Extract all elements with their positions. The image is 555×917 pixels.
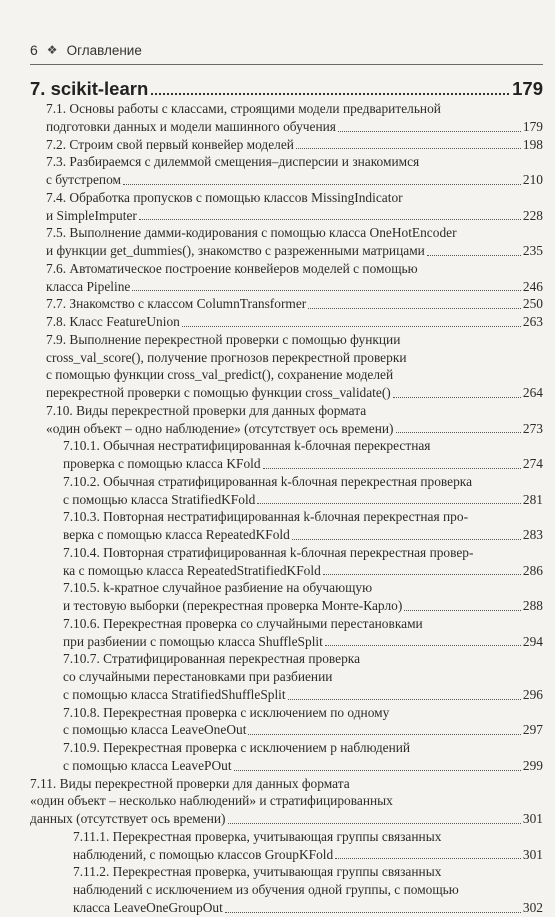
header-rule xyxy=(30,64,543,65)
toc-entry-last-line xyxy=(46,278,543,296)
toc-entry-page: 273 xyxy=(522,420,543,436)
dot-leader xyxy=(123,184,521,185)
toc-entry-text: 7.2. Строим свой первый конвейер моделей xyxy=(46,136,294,152)
toc-entry-last-line xyxy=(73,899,543,917)
toc-entry-text: при разбиении с помощью класса ShuffleSplit xyxy=(63,633,323,649)
toc-entry-last-line xyxy=(46,313,543,331)
toc-entry-last-line xyxy=(63,597,543,615)
dot-leader xyxy=(228,823,521,824)
toc-entry-text: с бутстрепом xyxy=(46,172,121,187)
toc-entry-text: с помощью класса LeavePOut xyxy=(63,757,232,773)
toc-entry-text: 7.3. Разбираемся с дилеммой смещения–дисперсии и знакомимся xyxy=(46,154,420,170)
toc-entry-last-line xyxy=(63,633,543,651)
toc-entry xyxy=(30,153,543,189)
toc-entry xyxy=(30,739,543,775)
toc-entry-page: 286 xyxy=(522,562,543,578)
toc-entry-last-line xyxy=(63,491,543,509)
dot-leader xyxy=(427,255,521,256)
toc-entry-page: 179 xyxy=(522,118,543,134)
toc-entry-text: 7.10.6. Перекрестная проверка со случайными перестановками xyxy=(63,615,423,631)
toc-entry-last-line xyxy=(63,721,543,739)
dot-leader xyxy=(296,148,521,149)
toc-entry xyxy=(30,295,543,313)
toc-entry xyxy=(30,402,543,438)
toc-entry-page: 301 xyxy=(522,811,543,826)
toc-entry-text: 7.5. Выполнение дамми-кодирования с помощью класса OneHotEncoder xyxy=(46,225,457,241)
chapter-title: 7. scikit-learn xyxy=(30,78,149,99)
toc-entry-text: класса LeaveOneGroupOut xyxy=(73,899,223,915)
dot-leader xyxy=(325,645,521,646)
toc-entry-text: наблюдений, с помощью классов GroupKFold xyxy=(73,846,334,862)
toc-entry-text: 7.9. Выполнение перекрестной проверки с помощью функции xyxy=(46,331,401,347)
dot-leader xyxy=(308,308,521,309)
toc-entry-page: 301 xyxy=(522,846,543,862)
toc-entry xyxy=(30,313,543,331)
toc-entry-last-line xyxy=(73,846,543,864)
dot-leader xyxy=(292,539,521,540)
toc-entry-text: 7.10.2. Обычная стратифицированная k-блочная перекрестная проверка xyxy=(63,473,473,489)
dot-leader xyxy=(396,432,521,433)
toc-entry-last-line xyxy=(30,810,543,828)
toc-entry xyxy=(30,473,543,509)
toc-entry-page: 198 xyxy=(522,136,543,152)
toc-entry-text: «один объект – одно наблюдение» (отсутствует ось времени) xyxy=(46,420,394,436)
toc-entry xyxy=(30,828,543,864)
toc-entry-page: 294 xyxy=(522,633,543,649)
dot-leader xyxy=(257,503,521,504)
toc-entry-text: с помощью класса LeaveOneOut xyxy=(63,722,247,738)
toc-entry-text: и функции get_dummies(), знакомство с разреженными матрицами xyxy=(46,243,425,258)
toc-entry-page: 274 xyxy=(522,456,543,471)
dot-leader xyxy=(139,219,521,220)
toc-entry-last-line xyxy=(63,686,543,704)
toc-entry xyxy=(30,136,543,154)
toc-entry xyxy=(30,650,543,703)
toc-entry-page: 297 xyxy=(522,722,543,738)
toc-entry-text: «один объект – несколько наблюдений» и стратифицированных xyxy=(30,793,393,809)
toc-entry-text: наблюдений с исключением из обучения одной группы, с помощью xyxy=(73,882,459,897)
toc-entry xyxy=(30,615,543,651)
toc-entry-text: класса Pipeline xyxy=(46,278,131,294)
toc-entry-last-line xyxy=(63,526,543,544)
toc-entry-text: 7.10.7. Стратифицированная перекрестная проверка xyxy=(63,651,361,667)
dot-leader xyxy=(404,610,521,611)
dot-leader xyxy=(248,734,520,735)
toc-entry-text: перекрестной проверки с помощью функции cross_validate() xyxy=(46,385,391,400)
running-head xyxy=(30,42,142,58)
toc-entry-page: 299 xyxy=(522,757,543,773)
toc-entry-text: 7.10. Виды перекрестной проверки для данных формата xyxy=(46,402,367,418)
toc-entry-page: 246 xyxy=(522,278,543,294)
toc-entry xyxy=(30,863,543,916)
toc-entry-text: проверка с помощью класса KFold xyxy=(63,456,261,471)
toc-entry-text: с помощью класса StratifiedKFold xyxy=(63,491,256,507)
toc-entry xyxy=(30,260,543,296)
toc-entry-text: подготовки данных и модели машинного обучения xyxy=(46,118,336,134)
toc-entry-text: верка с помощью класса RepeatedKFold xyxy=(63,527,290,542)
dot-leader xyxy=(234,770,521,771)
toc-entry-text: 7.10.4. Повторная стратифицированная k-блочная перекрестная провер- xyxy=(63,544,474,560)
toc-entry-page: 263 xyxy=(522,314,543,329)
toc-entry-text: и SimpleImputer xyxy=(46,207,137,223)
dot-leader xyxy=(263,468,521,469)
toc-entry xyxy=(30,704,543,740)
toc-entry-page: 302 xyxy=(522,899,543,915)
toc-entry xyxy=(30,508,543,544)
toc-entry-page: 228 xyxy=(522,207,543,223)
toc-entry-text: с помощью класса StratifiedShuffleSplit xyxy=(63,686,286,702)
chapter-page: 179 xyxy=(512,78,543,99)
toc-entry-text: 7.4. Обработка пропусков с помощью классов MissingIndicator xyxy=(46,189,403,205)
dot-leader xyxy=(335,858,521,859)
toc-entry-text: 7.7. Знакомство с классом ColumnTransformer xyxy=(46,296,307,312)
dot-leader xyxy=(151,93,509,95)
toc-entry-page: 250 xyxy=(522,296,543,312)
toc-entry-text: 7.6. Автоматическое построение конвейеров моделей с помощью xyxy=(46,260,418,276)
page-number: 6 xyxy=(30,42,38,58)
toc-entry xyxy=(30,579,543,615)
dot-leader xyxy=(182,326,521,327)
toc-entry-text: 7.10.8. Перекрестная проверка с исключением по одному xyxy=(63,704,390,720)
toc-entry-last-line xyxy=(46,384,543,402)
chapter-heading xyxy=(30,72,543,100)
toc-entry-last-line xyxy=(46,136,543,154)
toc-entry-page: 264 xyxy=(522,385,543,400)
dot-leader xyxy=(393,397,521,398)
toc-entry-page: 288 xyxy=(522,598,543,613)
toc-entry-last-line xyxy=(46,118,543,136)
toc-entry-text: 7.11. Виды перекрестной проверки для данных формата xyxy=(30,775,350,791)
toc-entry-page: 296 xyxy=(522,686,543,702)
toc-entry-text: 7.10.3. Повторная нестратифицированная k-блочная перекрестная про- xyxy=(63,509,469,525)
toc-entry-text: 7.10.1. Обычная нестратифицированная k-блочная перекрестная xyxy=(63,438,431,454)
toc-entry xyxy=(30,437,543,473)
section-title: Оглавление xyxy=(66,42,142,58)
dot-leader xyxy=(323,574,521,575)
toc-entry-page: 283 xyxy=(522,527,543,542)
toc-entry-text: с помощью функции cross_val_predict(), сохранение моделей xyxy=(46,367,394,383)
ornament-icon: ❖ xyxy=(46,43,58,57)
toc-entry xyxy=(30,189,543,225)
toc-entry xyxy=(30,100,543,136)
toc-list xyxy=(30,100,543,917)
toc-entry-last-line xyxy=(46,420,543,438)
toc-entry-last-line xyxy=(46,171,543,189)
toc-entry-last-line xyxy=(63,562,543,580)
toc-entry-text: cross_val_score(), получение прогнозов перекрестной проверки xyxy=(46,349,407,365)
toc-entry-text: и тестовую выборки (перекрестная проверка Монте-Карло) xyxy=(63,598,403,613)
toc-entry-last-line xyxy=(46,242,543,260)
toc-entry-text: со случайными перестановками при разбиении xyxy=(63,669,333,684)
toc-entry-last-line xyxy=(63,455,543,473)
dot-leader xyxy=(132,290,521,291)
toc-entry-text: данных (отсутствует ось времени) xyxy=(30,811,226,826)
dot-leader xyxy=(288,699,521,700)
dot-leader xyxy=(225,912,521,913)
toc-entry xyxy=(30,331,543,402)
toc-entry-text: 7.10.5. k-кратное случайное разбиение на обучающую xyxy=(63,580,373,596)
toc-entry-text: 7.8. Класс FeatureUnion xyxy=(46,314,180,329)
toc-entry-page: 235 xyxy=(522,243,543,258)
toc-entry-text: 7.11.1. Перекрестная проверка, учитывающая группы связанных xyxy=(73,828,442,844)
toc-entry-last-line xyxy=(46,207,543,225)
toc-entry-page: 210 xyxy=(522,172,543,187)
toc-entry xyxy=(30,544,543,580)
toc-entry-last-line xyxy=(46,295,543,313)
toc-entry xyxy=(30,224,543,260)
toc-entry xyxy=(30,775,543,828)
toc-entry-page: 281 xyxy=(522,491,543,507)
toc-entry-text: ка с помощью класса RepeatedStratifiedKFold xyxy=(63,562,321,578)
toc-entry-text: 7.10.9. Перекрестная проверка с исключением p наблюдений xyxy=(63,740,411,755)
toc-entry-text: 7.1. Основы работы с классами, строящими модели предварительной xyxy=(46,101,441,116)
dot-leader xyxy=(338,131,521,132)
toc-entry-last-line xyxy=(63,757,543,775)
toc-entry-text: 7.11.2. Перекрестная проверка, учитывающая группы связанных xyxy=(73,864,442,880)
